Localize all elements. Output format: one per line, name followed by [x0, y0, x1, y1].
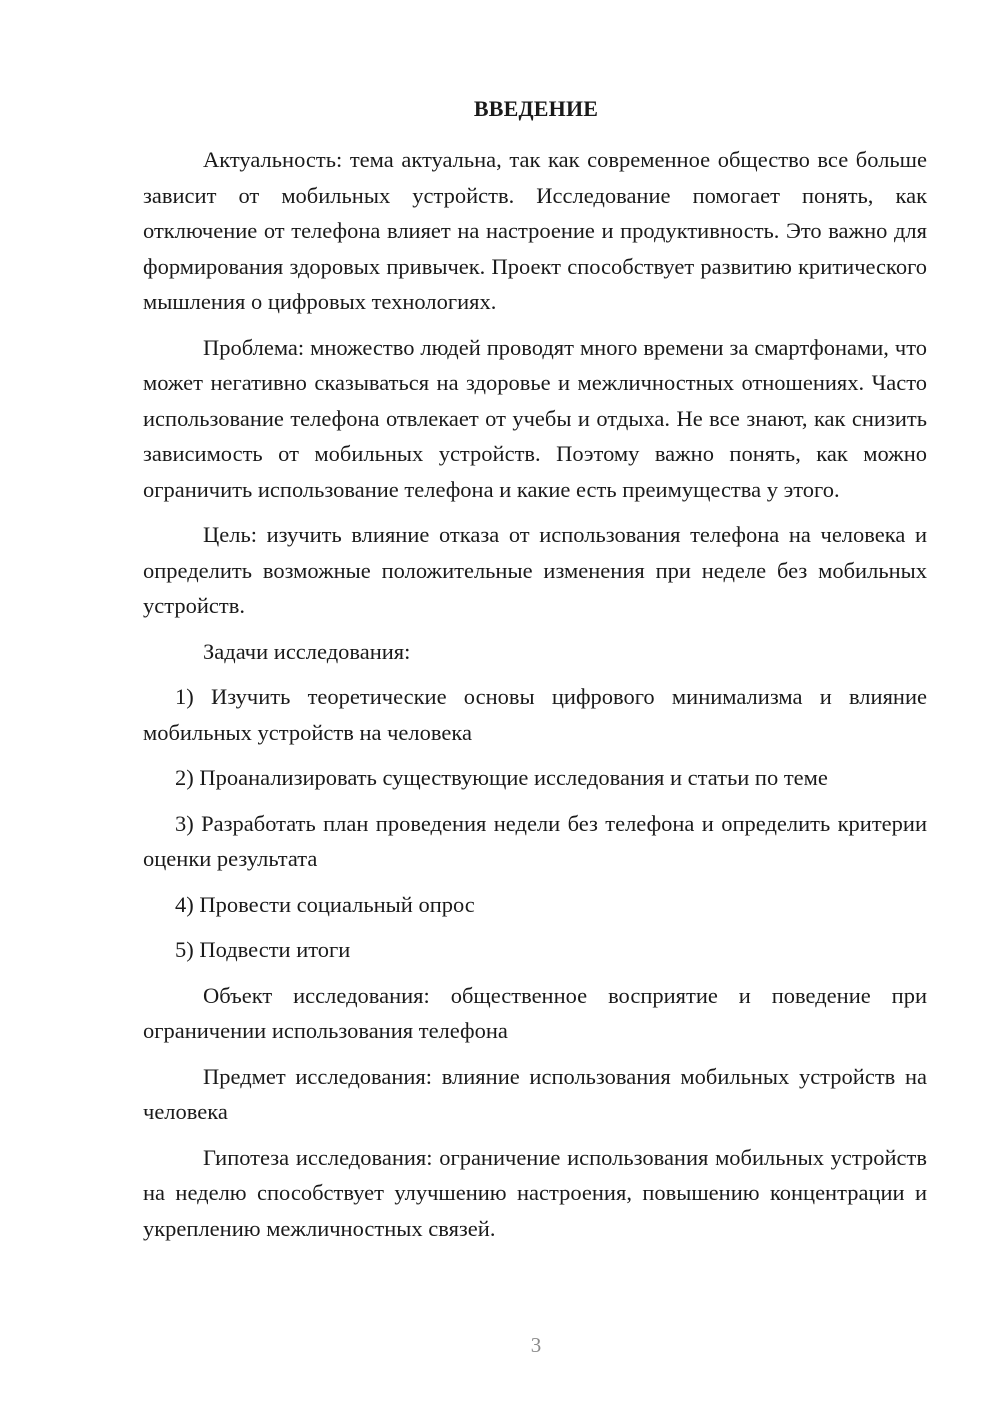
task-item-3: 3) Разработать план проведения недели без телефона и определить критерии оценки результата — [143, 810, 927, 871]
task-item-2: 2) Проанализировать существующие исследования и статьи по теме — [175, 765, 828, 790]
paragraph-relevance: Актуальность: тема актуальна, так как современное общество все больше зависит от мобильных устройств. Исследование помогает понять, как отключение от телефона влияет на настроение и продуктивность. Это важно для формирования здоровых привычек. Проект способствует развитию критического мышления о цифровых технологиях. — [143, 147, 927, 314]
paragraph-goal: Цель: изучить влияние отказа от использования телефона на человека и определить возможные положительные изменения при неделе без мобильных устройств. — [143, 522, 927, 618]
paragraph-subject: Предмет исследования: влияние использования мобильных устройств на человека — [143, 1063, 927, 1124]
paragraph-hypothesis: Гипотеза исследования: ограничение использования мобильных устройств на неделю способствует улучшению настроения, повышению концентрации и укреплению межличностных связей. — [143, 1144, 927, 1241]
task-item-1: 1) Изучить теоретические основы цифрового минимализма и влияние мобильных устройств на человека — [143, 684, 927, 745]
paragraph-problem: Проблема: множество людей проводят много времени за смартфонами, что может негативно сказываться на здоровье и межличностных отношениях. Часто использование телефона отвлекает от учебы и отдыха. Не все знают, как снизить зависимость от мобильных устройств. Поэтому важно понять, как можно ограничить использование телефона и какие есть преимущества у этого. — [143, 334, 927, 502]
paragraph-object: Объект исследования: общественное восприятие и поведение при ограничении использования телефона — [143, 982, 927, 1043]
task-item-4: 4) Провести социальный опрос — [175, 891, 475, 917]
section-heading: ВВЕДЕНИЕ — [473, 96, 599, 121]
page-number: 3 — [530, 1333, 542, 1357]
tasks-title: Задачи исследования: — [203, 638, 411, 664]
document-body — [143, 142, 927, 1256]
task-item-5: 5) Подвести итоги — [175, 937, 351, 962]
